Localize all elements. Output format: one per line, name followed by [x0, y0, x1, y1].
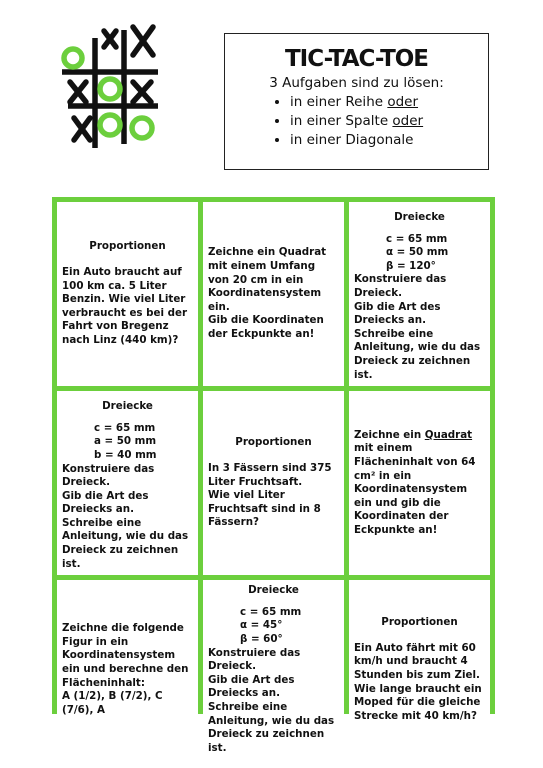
task-cell-9[interactable] [349, 580, 490, 759]
given-values [62, 422, 193, 463]
cell-heading: Proportionen [381, 616, 458, 629]
task-cell-1[interactable] [57, 202, 198, 386]
value-c: c = 65 mm [386, 232, 448, 245]
value-b: β = 120° [386, 259, 436, 272]
cell-text: Konstruiere das Dreieck. [62, 462, 155, 489]
cell-text: Wie lange braucht ein Moped für die gleiche Strecke mit 40 km/h? [354, 682, 482, 722]
task-cell-6[interactable] [349, 391, 490, 575]
value-alpha: α = 45° [240, 619, 283, 632]
cell-heading: Dreiecke [102, 400, 153, 413]
cell-heading: Proportionen [89, 240, 166, 253]
cell-heading: Dreiecke [248, 584, 299, 597]
cell-text: Schreibe eine Anleitung, wie du das Dreieck zu zeichnen ist. [208, 701, 335, 754]
value-c: c = 65 mm [94, 421, 156, 434]
given-values [354, 233, 485, 274]
cell-text: Ein Auto fährt mit 60 km/h und braucht 4 Stunden bis zum Ziel. [354, 641, 480, 682]
task-cell-5[interactable] [203, 391, 344, 575]
task-cell-2[interactable] [203, 202, 344, 386]
cell-heading: Proportionen [235, 436, 312, 449]
cell-text: Zeichne ein Quadrat mit einem Flächeninhalt von 64 cm² in ein Koordinatensystem ein und gib die Koordinaten der Eckpunkte an! [354, 428, 476, 536]
cell-text: Wie viel Liter Fruchtsaft sind in 8 Fässern? [208, 489, 321, 529]
tic-tac-toe-icon [58, 24, 158, 152]
cell-text: Ein Auto braucht auf 100 km ca. 5 Liter Benzin. Wie viel Liter verbraucht es bei der Fahrt von Bregenz nach Linz (440 km)? [62, 266, 188, 347]
value-a: a = 50 mm [94, 435, 157, 448]
task-cell-7[interactable] [57, 580, 198, 759]
option-row: • in einer Reihe oder [290, 93, 488, 112]
cell-text: Schreibe eine Anleitung, wie du das Dreieck zu zeichnen ist. [62, 516, 189, 570]
value-c: c = 65 mm [240, 605, 302, 618]
task-cell-8[interactable] [203, 580, 344, 759]
cell-heading: Dreiecke [394, 211, 445, 223]
options-list [225, 93, 488, 150]
cell-text: In 3 Fässern sind 375 Liter Fruchtsaft. [208, 462, 332, 488]
cell-text: Zeichne die folgende Figur in ein Koordinatensystem ein und berechne den Flächeninhalt: [62, 622, 189, 689]
cell-text: Konstruiere das Dreieck. [354, 273, 447, 299]
option-column: • in einer Spalte oder [290, 112, 488, 131]
cell-text: Zeichne ein Quadrat mit einem Umfang von 20 cm in ein Koordinatensystem ein. [208, 246, 327, 313]
cell-text: A (1/2), B (7/2), C (7/6), A [62, 690, 163, 716]
value-a: α = 50 mm [386, 246, 449, 259]
page-title: TIC-TAC-TOE [284, 46, 429, 72]
cell-text: Konstruiere das Dreieck. [208, 646, 301, 673]
cell-text: Gib die Art des Dreiecks an. [208, 673, 295, 700]
given-values [208, 606, 339, 647]
instructions-box [224, 33, 489, 170]
task-grid [52, 197, 495, 754]
value-b: b = 40 mm [94, 448, 157, 461]
cell-text: Schreibe eine Anleitung, wie du das Dreieck zu zeichnen ist. [354, 327, 481, 381]
value-beta: β = 60° [240, 633, 283, 646]
option-diagonal: • in einer Diagonale [290, 131, 488, 150]
cell-text: Gib die Art des Dreiecks an. [354, 300, 441, 327]
intro-text: 3 Aufgaben sind zu lösen: [269, 75, 444, 91]
task-cell-4[interactable] [57, 391, 198, 575]
task-cell-3[interactable] [349, 202, 490, 386]
cell-text: Gib die Art des Dreiecks an. [62, 489, 149, 516]
cell-text: Gib die Koordinaten der Eckpunkte an! [208, 314, 324, 341]
